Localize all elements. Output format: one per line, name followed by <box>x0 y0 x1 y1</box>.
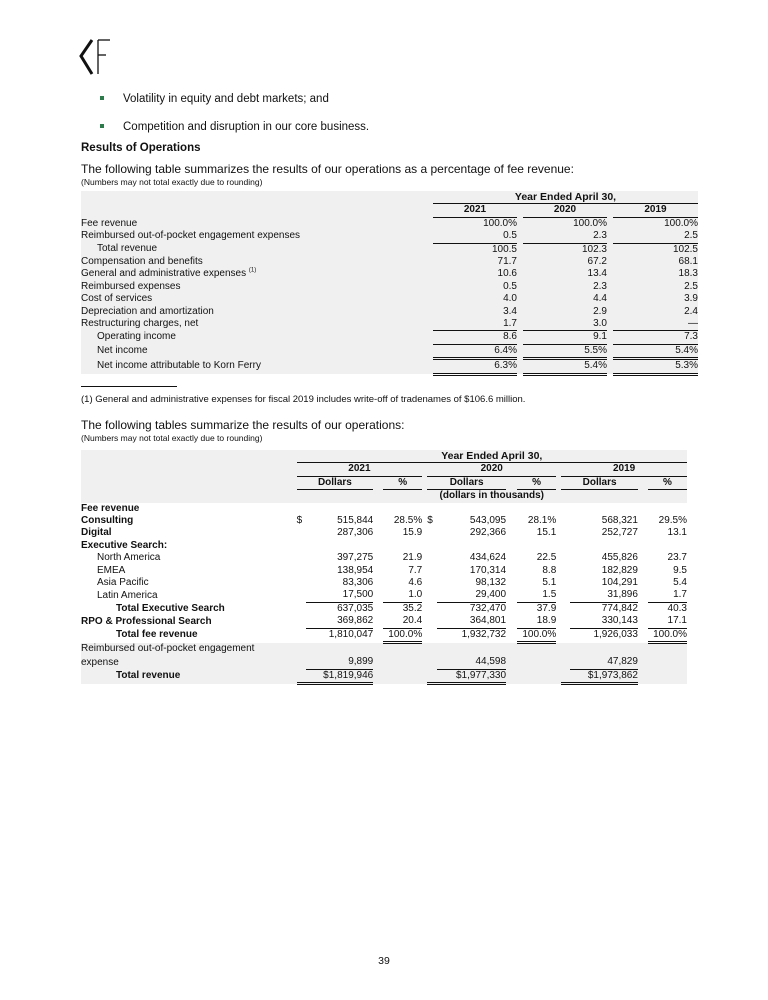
table-cell <box>373 589 383 602</box>
table-cell: 170,314 <box>469 564 507 576</box>
table-cell <box>638 602 648 615</box>
table-cell: $1,973,862 <box>561 669 638 683</box>
year-header: 2020 <box>523 204 607 217</box>
table-cell: 8.6 <box>433 331 517 344</box>
table-cell <box>373 615 383 628</box>
table-cell <box>297 540 687 552</box>
table-cell: 17,500 <box>306 589 373 602</box>
table-row <box>81 615 687 628</box>
table-cell <box>506 527 517 539</box>
bullet-item <box>100 93 329 105</box>
table-row <box>81 306 698 318</box>
table-cell: 397,275 <box>337 552 374 564</box>
table-row <box>81 243 698 256</box>
table1-note: (Numbers may not total exactly due to rounding) <box>81 177 263 187</box>
text: (1) <box>248 268 257 275</box>
table-cell: 100.0% <box>523 217 607 230</box>
table-cell <box>561 615 570 628</box>
table-cell: 100.5 <box>433 243 517 256</box>
table-cell: 9,899 <box>306 656 373 669</box>
table-cell: RPO & Professional Search <box>81 615 212 627</box>
table-cell: 1,810,047 <box>328 629 374 641</box>
year-header: 2019 <box>613 204 698 217</box>
table-cell: Compensation and benefits <box>81 256 433 268</box>
table-cell <box>506 615 517 628</box>
table-row <box>81 331 698 344</box>
table-cell: 2.9 <box>523 306 607 318</box>
table-cell <box>297 643 687 657</box>
table-cell: 23.7 <box>667 552 687 564</box>
table-cell <box>638 656 687 669</box>
footnote: (1) General and administrative expenses for fiscal 2019 includes write-off of tradenames of $106.6 million. <box>81 394 526 405</box>
table-cell: Total Executive Search <box>116 602 225 614</box>
table-cell <box>506 515 517 527</box>
table-cell: 35.2 <box>402 602 423 614</box>
table-cell <box>373 527 383 539</box>
table-cell <box>506 628 517 642</box>
table-row <box>81 230 698 243</box>
table-row <box>81 577 687 589</box>
table-cell: 18.9 <box>517 615 556 628</box>
table-cell: 102.3 <box>523 243 607 256</box>
table-cell: 10.6 <box>433 268 517 280</box>
table-cell: 2.3 <box>523 281 607 293</box>
table-cell: 7.7 <box>408 564 423 576</box>
table-cell: 1.0 <box>383 589 422 602</box>
table-cell <box>373 552 383 564</box>
table-cell: 8.8 <box>542 564 557 576</box>
table-cell: 138,954 <box>337 564 374 576</box>
table-cell: 15.1 <box>536 527 557 539</box>
table-cell: Digital <box>81 527 112 539</box>
table-cell: Fee revenue <box>81 217 433 230</box>
table-cell <box>427 615 437 628</box>
table-cell <box>427 565 437 577</box>
table-cell <box>373 602 383 615</box>
table-row <box>81 643 687 657</box>
table-cell <box>81 191 433 204</box>
table-cell <box>561 628 570 642</box>
table-cell: 28.1% <box>527 515 557 527</box>
section-title: Results of Operations <box>81 142 201 154</box>
table-cell: 543,095 <box>469 515 507 527</box>
table-cell <box>373 565 383 577</box>
table-cell <box>506 476 517 489</box>
table-cell <box>297 628 306 642</box>
table-cell: 2.4 <box>613 306 698 318</box>
table-cell: 15.9 <box>402 527 423 539</box>
table-cell <box>638 669 687 683</box>
table-cell <box>297 589 306 602</box>
table-row <box>81 602 687 615</box>
table-cell: 5.1 <box>542 577 557 589</box>
table-cell: 3.9 <box>613 293 698 305</box>
table-cell: — <box>613 318 698 331</box>
table-cell: 4.6 <box>408 577 423 589</box>
table-cell: 31,896 <box>570 589 638 602</box>
table-cell <box>373 515 383 527</box>
table-cell: 47,829 <box>570 656 638 669</box>
table-cell: Depreciation and amortization <box>81 306 433 318</box>
table-cell: 83,306 <box>342 577 374 589</box>
table-cell: Reimbursed expenses <box>81 281 433 293</box>
table-cell: 5.4 <box>673 577 687 589</box>
table-cell <box>373 577 383 589</box>
table-row <box>81 515 687 527</box>
footnote-rule <box>81 386 177 387</box>
table-cell: 17.1 <box>648 615 687 628</box>
year-header: 2020 <box>427 463 556 476</box>
table-cell: 28.5% <box>393 515 423 527</box>
table-cell: $ <box>427 515 433 527</box>
table-cell: 252,727 <box>601 527 638 539</box>
text: Competition and disruption in our core business. <box>123 121 370 133</box>
table-cell <box>297 615 306 628</box>
table-cell: Net income <box>81 344 433 358</box>
table-cell: 20.4 <box>383 615 422 628</box>
table-cell <box>297 490 428 503</box>
table-cell: 5.4% <box>523 359 607 374</box>
table-cell: 434,624 <box>469 552 507 564</box>
table-cell <box>638 628 648 642</box>
table-cell: Dollars <box>561 476 638 489</box>
table-cell: 29.5% <box>658 515 687 527</box>
table-cell: expense <box>81 656 297 669</box>
table-cell <box>373 669 427 683</box>
table-cell: Total revenue <box>81 243 433 256</box>
table-cell: Total revenue <box>81 669 297 683</box>
table-cell <box>638 577 648 589</box>
table-cell: $1,819,946 <box>297 669 374 683</box>
table-cell <box>561 515 570 527</box>
korn-ferry-logo <box>78 38 126 78</box>
table-row <box>81 552 687 564</box>
bullet-item <box>100 121 369 133</box>
table-cell: 369,862 <box>306 615 373 628</box>
table-cell: 0.5 <box>433 230 517 243</box>
table-cell: 6.3% <box>433 359 517 374</box>
table-cell <box>427 589 437 602</box>
table-row <box>81 540 687 552</box>
table-cell: 68.1 <box>613 256 698 268</box>
table-cell: 29,400 <box>437 589 506 602</box>
table-cell: 104,291 <box>601 577 638 589</box>
percentage-table <box>81 191 698 376</box>
table-row <box>81 565 687 577</box>
table-cell: Reimbursed out-of-pocket engagement <box>81 643 297 657</box>
table-cell: 2.5 <box>613 230 698 243</box>
units-label: (dollars in thousands) <box>427 490 556 503</box>
table-cell <box>638 589 648 602</box>
table-cell: Cost of services <box>81 293 433 305</box>
table-cell <box>638 565 648 577</box>
bullet-square-icon <box>100 124 104 128</box>
table-cell: 100.0% <box>517 628 556 642</box>
table-cell: Asia Pacific <box>97 577 149 589</box>
table-cell: Net income attributable to Korn Ferry <box>81 359 433 374</box>
table-cell: 98,132 <box>475 577 507 589</box>
table-cell <box>297 577 306 589</box>
text: General and administrative expenses <box>81 268 247 280</box>
table-cell: 1,926,033 <box>593 629 638 641</box>
table-cell <box>81 476 297 489</box>
table-row <box>81 527 687 539</box>
table-cell: 2.5 <box>613 281 698 293</box>
table-cell <box>561 602 570 615</box>
table-cell: 100.0% <box>648 628 687 642</box>
table1-intro: The following table summarizes the results of our operations as a percentage of fee revenue: <box>81 162 574 176</box>
table-row <box>81 256 698 268</box>
table-cell <box>373 476 383 489</box>
table-cell <box>506 656 561 669</box>
table-cell: 1.5 <box>517 589 556 602</box>
table-cell: 1.7 <box>648 589 687 602</box>
bullet-square-icon <box>100 96 104 100</box>
table-cell <box>561 577 570 589</box>
table-cell: Latin America <box>97 589 158 601</box>
table-row <box>81 359 698 374</box>
dollars-table <box>81 450 687 685</box>
table-cell: North America <box>97 552 161 564</box>
table-cell: 102.5 <box>613 243 698 256</box>
table-cell: 18.3 <box>613 268 698 280</box>
table-cell: 330,143 <box>570 615 638 628</box>
table-row <box>81 344 698 358</box>
table-cell: Restructuring charges, net <box>81 318 433 331</box>
table-cell <box>561 656 570 669</box>
table-cell: EMEA <box>97 564 126 576</box>
table-row <box>81 476 687 489</box>
table-cell: 287,306 <box>337 527 374 539</box>
table-row <box>81 450 687 463</box>
table-row <box>81 656 687 669</box>
table-row <box>81 463 687 476</box>
table-cell: 5.5% <box>523 344 607 358</box>
table-cell <box>506 577 517 589</box>
table-cell: 7.3 <box>613 331 698 344</box>
table-cell: 6.4% <box>433 344 517 358</box>
table-cell: 67.2 <box>523 256 607 268</box>
table-row <box>81 268 698 280</box>
table-cell: 568,321 <box>601 515 638 527</box>
table-cell <box>427 656 437 669</box>
table2-intro: The following tables summarize the results of our operations: <box>81 418 405 432</box>
table-cell <box>297 565 306 577</box>
table-cell: Operating income <box>81 331 433 344</box>
table-row <box>81 191 698 204</box>
table-cell: 774,842 <box>601 602 638 614</box>
table-cell <box>506 589 517 602</box>
table-cell <box>81 463 297 476</box>
table2-note: (Numbers may not total exactly due to rounding) <box>81 433 263 443</box>
table-cell: 13.1 <box>667 527 687 539</box>
table-cell: 4.0 <box>433 293 517 305</box>
table-cell: $1,977,330 <box>427 669 506 683</box>
table-cell <box>81 268 433 280</box>
table-cell: 182,829 <box>601 564 638 576</box>
table-cell: 0.5 <box>433 281 517 293</box>
table-cell: 37.9 <box>536 602 557 614</box>
table-cell <box>506 602 517 615</box>
table-cell <box>638 515 648 527</box>
table-cell <box>297 602 306 615</box>
table-cell: 364,801 <box>437 615 506 628</box>
table-cell: 13.4 <box>523 268 607 280</box>
text: Volatility in equity and debt markets; and <box>123 93 329 105</box>
table-cell: 732,470 <box>469 602 507 614</box>
table-cell: 100.0% <box>433 217 517 230</box>
table-cell: 4.4 <box>523 293 607 305</box>
table-cell: 5.3% <box>613 359 698 374</box>
table-cell <box>427 552 437 564</box>
table-row <box>81 204 698 217</box>
table-cell <box>506 552 517 564</box>
table-cell: 40.3 <box>667 602 687 614</box>
table-cell: Dollars <box>427 476 506 489</box>
table-cell <box>427 628 437 642</box>
table-cell <box>638 615 648 628</box>
table-cell: Fee revenue <box>81 502 140 514</box>
table-cell: 9.5 <box>673 564 687 576</box>
year-header: 2021 <box>297 463 423 476</box>
table-row <box>81 318 698 331</box>
table-cell: 515,844 <box>337 515 374 527</box>
page-number: 39 <box>378 955 390 967</box>
table-cell: 5.4% <box>613 344 698 358</box>
table-cell: 9.1 <box>523 331 607 344</box>
table-cell <box>81 490 297 503</box>
table-cell: 1.7 <box>433 318 517 331</box>
table-cell <box>556 490 687 503</box>
table-cell: 3.0 <box>523 318 607 331</box>
year-header: 2021 <box>433 204 517 217</box>
table-cell: 44,598 <box>437 656 506 669</box>
table-cell <box>561 552 570 564</box>
period-header: Year Ended April 30, <box>297 450 687 463</box>
table-cell <box>561 527 570 539</box>
table-cell: 71.7 <box>433 256 517 268</box>
table-row <box>81 217 698 230</box>
table-cell <box>373 656 427 669</box>
table-cell: 100.0% <box>613 217 698 230</box>
table-row <box>81 628 687 642</box>
table-cell: % <box>648 476 687 489</box>
table-row <box>81 503 687 515</box>
table-cell <box>427 602 437 615</box>
table-cell: $ <box>296 515 303 527</box>
table-cell <box>297 552 306 564</box>
table-cell: Reimbursed out-of-pocket engagement expenses <box>81 230 433 243</box>
table-cell <box>81 204 433 217</box>
table-cell: 22.5 <box>536 552 557 564</box>
table-cell <box>638 552 648 564</box>
table-cell <box>373 628 383 642</box>
table-cell: Executive Search: <box>81 539 168 551</box>
table-cell: 21.9 <box>402 552 423 564</box>
table-cell: 1,932,732 <box>461 629 507 641</box>
table-cell: 292,366 <box>469 527 507 539</box>
table-cell: Consulting <box>81 515 134 527</box>
table-cell: 637,035 <box>337 602 374 614</box>
table-cell <box>427 577 437 589</box>
table-row <box>81 669 687 683</box>
table-cell: Dollars <box>297 476 374 489</box>
table-row <box>81 490 687 503</box>
table-row <box>81 281 698 293</box>
table-cell <box>297 656 306 669</box>
table-cell <box>506 669 561 683</box>
table-cell <box>427 527 437 539</box>
table-cell: % <box>517 476 556 489</box>
table-cell: 100.0% <box>383 628 422 642</box>
table-cell <box>638 476 648 489</box>
table-row <box>81 589 687 602</box>
table-cell <box>561 589 570 602</box>
table-row <box>81 293 698 305</box>
table-cell <box>81 450 297 463</box>
table-cell: 455,826 <box>601 552 638 564</box>
table-cell <box>297 503 687 515</box>
year-header: 2019 <box>561 463 687 476</box>
table-cell <box>638 527 648 539</box>
table-cell: 3.4 <box>433 306 517 318</box>
period-header: Year Ended April 30, <box>433 191 698 204</box>
table-cell: 2.3 <box>523 230 607 243</box>
table-cell <box>297 527 306 539</box>
table-cell <box>506 565 517 577</box>
table-cell: Total fee revenue <box>116 629 198 641</box>
table-cell: % <box>383 476 422 489</box>
table-cell <box>561 565 570 577</box>
